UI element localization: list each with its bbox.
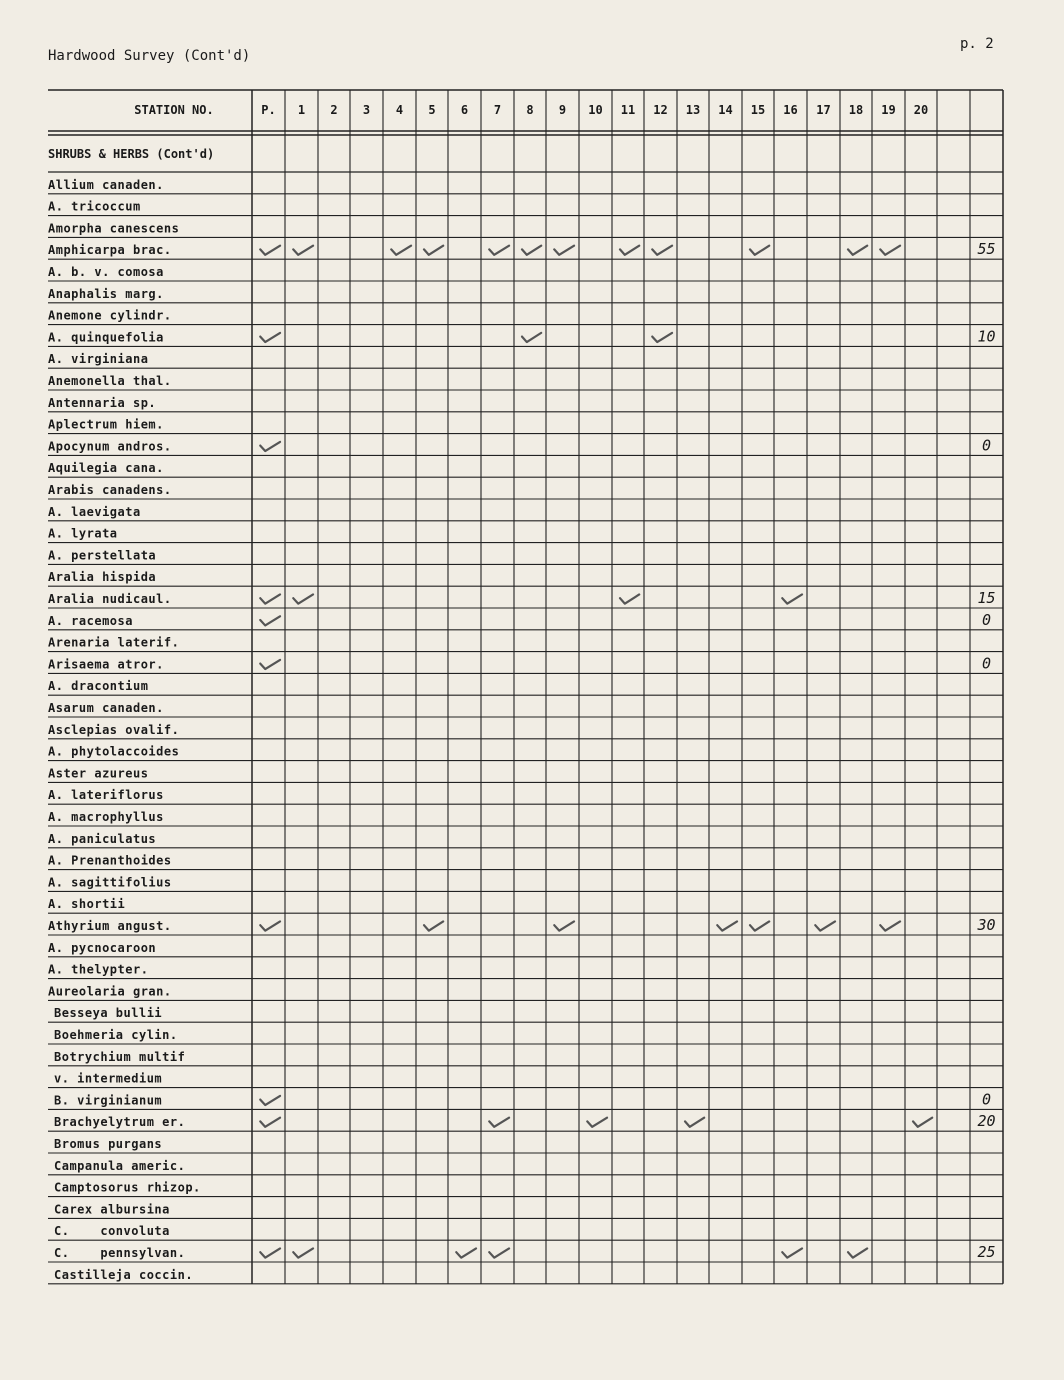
- page-number: p. 2: [960, 36, 994, 52]
- species-label: Athyrium angust.: [48, 919, 172, 933]
- species-label: Campanula americ.: [54, 1158, 186, 1173]
- species-label: Aquilegia cana.: [48, 461, 164, 476]
- check-mark: [620, 594, 639, 603]
- species-label: A. macrophyllus: [48, 810, 164, 824]
- species-label: A. quinquefolia: [48, 330, 164, 345]
- check-mark: [815, 921, 835, 930]
- check-mark: [424, 246, 443, 255]
- species-label: Aster azureus: [48, 766, 149, 781]
- species-label: Amphicarpa brac.: [48, 243, 172, 258]
- species-label: Arenaria laterif.: [48, 635, 180, 650]
- species-label: Anemonella thal.: [48, 374, 172, 388]
- species-label: v. intermedium: [54, 1071, 163, 1086]
- species-label: Anaphalis marg.: [48, 286, 164, 301]
- check-mark: [750, 246, 769, 255]
- species-label: A. shortii: [48, 897, 126, 912]
- row-total: 0: [981, 610, 992, 629]
- row-total: 0: [981, 1090, 992, 1109]
- check-mark: [293, 246, 313, 255]
- species-label: Amorpha canescens: [48, 221, 180, 236]
- check-mark: [685, 1118, 704, 1127]
- station-column-header: 11: [620, 103, 636, 117]
- species-label: Anemone cylindr.: [48, 308, 172, 323]
- check-mark: [717, 921, 737, 930]
- species-label: A. Prenanthoides: [48, 853, 172, 868]
- species-label: Asarum canaden.: [48, 701, 164, 715]
- species-label: Brachyelytrum er.: [54, 1115, 186, 1130]
- species-label: A. dracontium: [48, 679, 149, 694]
- row-total: 10: [977, 327, 996, 346]
- check-mark: [782, 594, 802, 603]
- check-mark: [782, 1248, 802, 1257]
- species-label: A. phytolaccoides: [48, 744, 180, 759]
- check-mark: [260, 660, 280, 669]
- species-label: A. racemosa: [48, 613, 133, 628]
- species-label: Allium canaden.: [48, 177, 164, 192]
- species-label: A. sagittifolius: [48, 875, 172, 890]
- station-column-header: 2: [330, 103, 338, 117]
- species-label: Asclepias ovalif.: [48, 722, 180, 737]
- species-label: Aralia nudicaul.: [48, 592, 172, 606]
- station-column-header: 7: [493, 103, 502, 117]
- check-mark: [260, 921, 280, 930]
- check-mark: [750, 921, 769, 930]
- check-mark: [424, 921, 443, 930]
- species-label: A. lyrata: [48, 526, 118, 541]
- check-mark: [293, 1248, 313, 1257]
- row-total: 30: [977, 916, 996, 934]
- check-mark: [554, 921, 574, 930]
- species-label: C. pennsylvan.: [54, 1246, 186, 1260]
- check-mark: [260, 246, 280, 255]
- species-label: Camptosorus rhizop.: [54, 1180, 201, 1195]
- check-mark: [652, 333, 672, 342]
- check-mark: [652, 246, 672, 255]
- species-label: Apocynum andros.: [48, 439, 172, 454]
- row-total: 20: [977, 1112, 996, 1131]
- station-column-header: 8: [526, 103, 534, 117]
- station-column-header: 10: [588, 103, 603, 117]
- check-mark: [260, 333, 280, 342]
- check-mark: [848, 246, 867, 255]
- species-label: A. virginiana: [48, 352, 149, 367]
- species-label: Botrychium multif: [54, 1049, 186, 1064]
- station-column-header: 9: [558, 103, 567, 117]
- check-mark: [522, 246, 541, 255]
- row-total: 55: [977, 240, 996, 259]
- station-column-header: 15: [750, 103, 766, 117]
- check-mark: [260, 442, 280, 451]
- row-total: 0: [981, 654, 992, 673]
- species-label: Carex albursina: [54, 1202, 170, 1217]
- check-mark: [880, 246, 900, 255]
- species-label: Arisaema atror.: [48, 657, 164, 672]
- species-label: A. perstellata: [48, 548, 157, 563]
- station-column-header: 20: [913, 103, 929, 117]
- species-label: Boehmeria cylin.: [54, 1028, 178, 1042]
- species-label: Bromus purgans: [54, 1137, 163, 1151]
- row-total: 25: [977, 1243, 996, 1261]
- check-mark: [522, 333, 541, 342]
- check-mark: [260, 1096, 280, 1105]
- section-label: SHRUBS & HERBS (Cont'd): [48, 147, 215, 161]
- station-column-header: P.: [261, 103, 276, 117]
- check-mark: [587, 1118, 607, 1127]
- species-label: A. thelypter.: [48, 962, 149, 977]
- check-mark: [391, 246, 411, 255]
- species-label: A. pycnocaroon: [48, 940, 157, 955]
- species-label: A. laevigata: [48, 504, 141, 519]
- check-mark: [620, 246, 639, 255]
- check-mark: [293, 594, 313, 603]
- station-column-header: 18: [848, 103, 864, 117]
- check-mark: [260, 594, 280, 603]
- station-column-header: 12: [653, 103, 668, 117]
- station-column-header: 5: [428, 103, 436, 117]
- species-label: Antennaria sp.: [48, 395, 157, 410]
- check-mark: [456, 1248, 476, 1257]
- species-label: C. convoluta: [54, 1224, 170, 1239]
- check-mark: [848, 1248, 867, 1257]
- species-label: A. tricoccum: [48, 199, 141, 214]
- check-mark: [489, 1248, 509, 1257]
- station-column-header: 6: [460, 103, 469, 117]
- species-label: B. virginianum: [54, 1093, 163, 1108]
- station-column-header: 1: [297, 103, 306, 117]
- document-title: Hardwood Survey (Cont'd): [48, 48, 251, 64]
- station-no-header: STATION NO.: [134, 103, 214, 117]
- station-column-header: 19: [881, 103, 896, 117]
- station-column-header: 16: [783, 103, 798, 117]
- check-mark: [489, 246, 509, 255]
- station-column-header: 13: [685, 103, 701, 117]
- station-column-header: 14: [718, 103, 733, 117]
- check-mark: [880, 921, 900, 930]
- row-total: 15: [977, 589, 996, 607]
- species-label: Aralia hispida: [48, 570, 157, 585]
- species-label: A. lateriflorus: [48, 788, 164, 803]
- species-label: A. b. v. comosa: [48, 265, 164, 279]
- station-column-header: 3: [362, 103, 371, 117]
- check-mark: [260, 1118, 280, 1127]
- species-label: Castilleja coccin.: [54, 1267, 194, 1282]
- species-label: Besseya bullii: [54, 1006, 163, 1021]
- station-column-header: 17: [816, 103, 831, 117]
- species-label: Aplectrum hiem.: [48, 417, 164, 432]
- species-label: Aureolaria gran.: [48, 984, 172, 999]
- species-label: Arabis canadens.: [48, 483, 172, 497]
- check-mark: [913, 1118, 932, 1127]
- species-label: A. paniculatus: [48, 831, 157, 846]
- row-total: 0: [981, 436, 992, 455]
- check-mark: [489, 1118, 509, 1127]
- check-mark: [260, 616, 280, 625]
- check-mark: [260, 1248, 280, 1257]
- station-column-header: 4: [395, 103, 404, 117]
- check-mark: [554, 246, 574, 255]
